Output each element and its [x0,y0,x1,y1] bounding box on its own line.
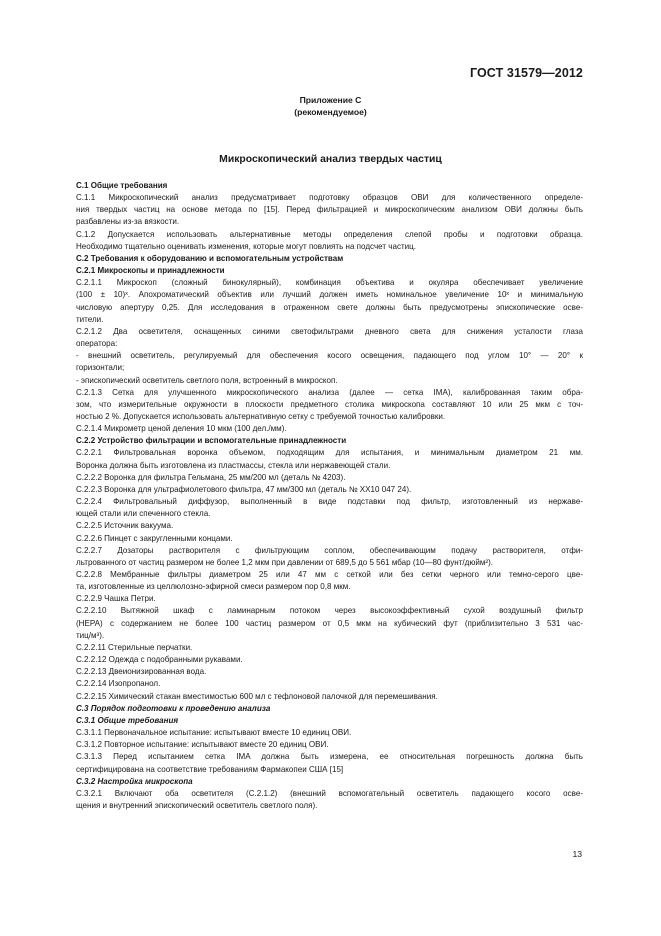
body-line: С.2.1.1 Микроскоп (сложный бинокулярный), комбинация объектива и окуляра обеспечивает увеличение [76,278,583,288]
appendix-label: Приложение С [299,95,362,105]
section-heading: С.1 Общие требования [76,181,168,190]
page-number: 13 [572,849,582,859]
body-line: Воронка должна быть изготовлена из пластмассы, стекла или нержавеющей стали. [76,460,391,470]
body-line: С.3.1.2 Повторное испытание: испытывают вместе 20 единиц ОВИ. [76,740,329,750]
body-line: С.2.2.11 Стерильные перчатки. [76,642,193,652]
section-heading: С.3.1 Общие требования [76,715,179,725]
body-line: С.2.1.3 Сетка для улучшенного микроскопического анализа (далее — сетка IMA), калиброванная таким обра- [76,387,583,397]
body-line: С.1.2 Допускается использовать альтернативные методы определения слепой пробы и подготовки образца. [76,229,583,239]
body-line: ющей стали или спеченного стекла. [76,509,211,519]
body-line: С.2.2.3 Воронка для ультрафиолетового фильтра, 47 мм/300 мл (деталь № XX10 047 24). [76,484,412,494]
appendix-title: Микроскопический анализ твердых частиц [219,154,442,165]
section-heading: С.2.1 Микроскопы и принадлежности [76,266,225,276]
body-line: С.2.2.4 Фильтровальный диффузор, выполненный в виде подставки под фильтр, изготовленный из нержаве- [76,497,583,507]
body-line: С.3.1.1 Первоначальное испытание: испытывают вместе 10 единиц ОВИ. [76,728,352,738]
body-line: С.2.2.9 Чашка Петри. [76,594,156,604]
body-line: С.2.2.14 Изопропанол. [76,679,161,689]
body-line: С.2.2.10 Вытяжной шкаф с ламинарным потоком через высокоэффективный сухой воздушный фильтр [76,606,583,616]
body-line: С.1.1 Микроскопический анализ предусматривает подготовку образцов ОВИ для количественного определе- [76,193,583,203]
section-heading: С.2.2 Устройство фильтрации и вспомогательные принадлежности [76,436,347,446]
section-heading: С.3 Порядок подготовки к проведению анализа [76,703,271,713]
body-line: ния твердых частиц на основе метода по [15]. Перед фильтрацией и микроскопическим анализом ОВИ должны быть [76,205,583,215]
body-line: оператора: [76,339,118,349]
body-line: числовую апертуру 0,25. Для исследования в отраженном свете должны быть предусмотрены эпископические осве- [76,302,583,312]
body-line: зом, что измерительные окружности в плоскости предметного столика микроскопа составляют 10 или 25 мкм с точ- [76,399,583,409]
appendix-status: (рекомендуемое) [294,107,367,117]
body-line: С.2.2.12 Одежда с подобранными рукавами. [76,655,243,665]
body-line: С.2.2.2 Воронка для фильтра Гельмана, 25 мм/200 мл (деталь № 4203). [76,472,346,482]
body-line: ностью 2 %. Допускается использовать альтернативную сетку с требуемой точностью калибровки. [76,411,446,421]
body-line: та, изготовленные из целлюлозно-эфирной смеси размером пор 0,8 мкм. [76,582,351,592]
body-line: С.2.1.2 Два осветителя, оснащенных синими светофильтрами дневного света для снижения усталости глаза [76,326,583,336]
body-line: С.3.2.1 Включают оба осветителя (С.2.1.2) (внешний вспомогательный осветитель падающего косого осве- [76,788,583,798]
body-line: С.2.1.4 Микрометр ценой деления 10 мкм (100 дел./мм). [76,424,287,434]
body-line: горизонтали; [76,363,125,373]
body-line: льтрованного от частиц размером не более 1,2 мкм при давлении от 689,5 до 5 561 мбар (10—80 фунт/дюйм²). [76,557,494,567]
body-line: С.2.2.15 Химический стакан вместимостью 600 мл с тефлоновой палочкой для перемешивания. [76,691,438,701]
body-line: сертифицирована на соответствие требованиям Фармакопеи США [15] [76,764,344,774]
body-line: Необходимо тщательно оценивать изменения, которые могут повлиять на подсчет частиц. [76,241,416,251]
body-line: (100 ± 10)ˣ. Апохроматический объектив или лучший должен иметь номинальное увеличение 10ˣ и минимальную [76,290,583,300]
body-line: щения и внутренний эпископический осветитель светлого поля). [76,800,318,810]
body-line: - внешний осветитель, регулируемый для обеспечения косого освещения, падающего под углом 10° — 20° к [76,351,583,361]
section-heading: С.3.2 Настройка микроскопа [76,776,193,786]
body-line: тиц/м³). [76,630,105,640]
body-line: С.2.2.5 Источник вакуума. [76,521,174,531]
section-heading: С.2 Требования к оборудованию и вспомогательным устройствам [76,253,344,263]
standard-designation: ГОСТ 31579—2012 [469,66,583,80]
body-line: (НЕРА) с содержанием не более 100 частиц размером от 0,5 мкм на кубический фут (приблизительно 3 531 час- [76,618,583,628]
body-line: С.2.2.1 Фильтровальная воронка объемом, подходящим для испытания, и минимальным диаметром 21 мм. [76,448,583,458]
body-text [76,180,583,812]
body-line: С.2.2.8 Мембранные фильтры диаметром 25 или 47 мм с сеткой или без сетки черного или темно-серого цве- [76,570,583,579]
body-line: С.2.2.6 Пинцет с закругленными концами. [76,533,233,543]
body-line: тители. [76,314,104,324]
body-line: разбавлены из-за вязкости. [76,217,180,227]
body-line: - эпископический осветитель светлого поля, встроенный в микроскоп. [76,375,338,385]
body-line: С.2.2.13 Двеионизированная вода. [76,667,207,677]
body-line: С.3.1.3 Перед испытанием сетка IMA должна быть измерена, ее относительная погрешность должна быть [76,752,583,762]
body-line: С.2.2.7 Дозаторы растворителя с фильтрующим соплом, обеспечивающим подачу растворителя, отфи- [76,545,583,555]
